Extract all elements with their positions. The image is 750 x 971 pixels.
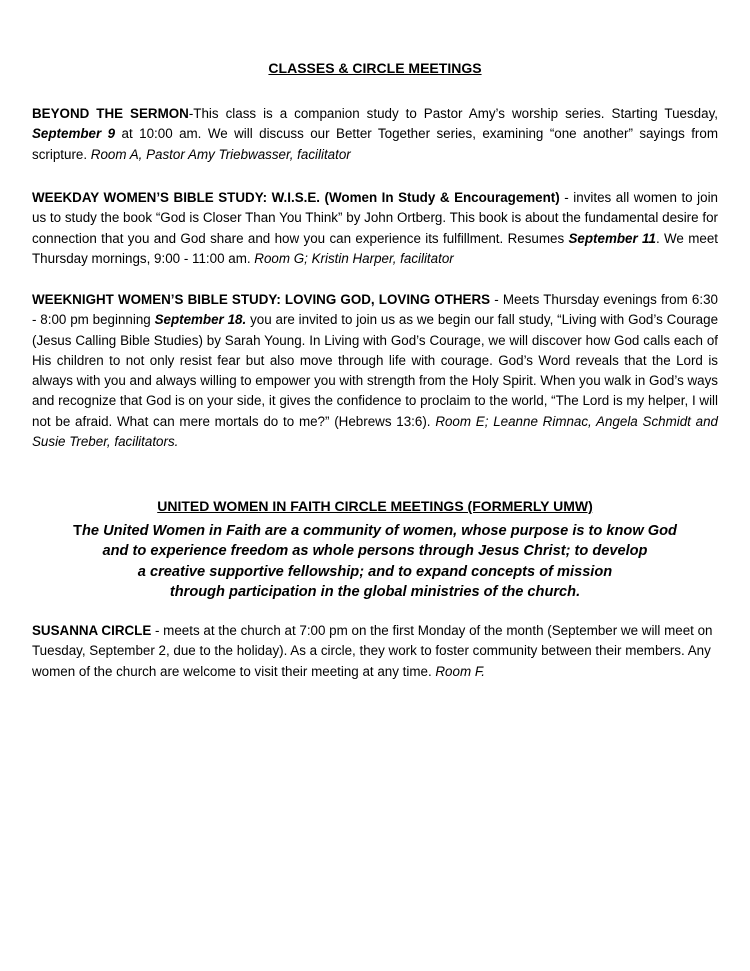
susanna-title: SUSANNA CIRCLE	[32, 623, 152, 638]
susanna-text-1: - meets at the church at 7:00 pm on the first Monday of the month (September we will meet on Tuesday, September 2, due to the holiday). As a circle, they work to foster community between their members. Any women of the church are welcome to visit their meeting at any time.	[32, 623, 713, 679]
mission-line-3: a creative supportive fellowship; and to expand concepts of mission	[137, 563, 613, 580]
uwf-mission-statement	[0, 521, 750, 602]
beyond-date: September 9	[32, 126, 116, 142]
weeknight-room: Room E; Leanne Rimnac, Angela Schmidt and Susie Treber, facilitators.	[32, 413, 718, 450]
uwf-heading: UNITED WOMEN IN FAITH CIRCLE MEETINGS (FORMERLY UMW)	[157, 498, 593, 514]
beyond-text-2: at 10:00 am. We will discuss our Better Together series, examining “one another” sayings from scripture.	[32, 126, 718, 162]
weeknight-title: WEEKNIGHT WOMEN’S BIBLE STUDY: LOVING GOD, LOVING OTHERS	[32, 292, 491, 307]
weekday-text-2: . We meet Thursday mornings, 9:00 - 11:00 am.	[32, 230, 718, 266]
weekday-date: September 11	[568, 230, 656, 246]
beyond-title: BEYOND THE SERMON	[32, 106, 189, 121]
weeknight-date: September 18.	[154, 312, 247, 328]
beyond-the-sermon-paragraph	[32, 104, 718, 165]
weekday-title: WEEKDAY WOMEN’S BIBLE STUDY: W.I.S.E. (Women In Study & Encouragement)	[32, 190, 560, 205]
mission-line-1-text: he United Women in Faith are a community of women, whose purpose is to know God	[82, 523, 677, 539]
susanna-room: Room F.	[435, 663, 486, 679]
mission-line-1	[0, 521, 750, 541]
weeknight-text-1: - Meets Thursday evenings from 6:30 - 8:00 pm beginning	[32, 292, 718, 328]
mission-first-letter: T	[73, 523, 83, 539]
mission-line-2: and to experience freedom as whole persons through Jesus Christ; to develop	[102, 543, 648, 560]
weekday-room: Room G; Kristin Harper, facilitator	[254, 250, 454, 266]
weeknight-study-paragraph	[32, 290, 718, 452]
weeknight-text-2: you are invited to join us as we begin our fall study, “Living with God’s Courage (Jesus Calling Bible Studies) by Sarah Young. In Living with God’s Courage, we will discover how God calls each of His children to not only resist fear but also move through life with courage. God’s Word reveals that the Lord is always with you and always willing to empower you with strength from the Holy Spirit. When you walk in God’s ways and recognize that God is on your side, it gives the confidence to proclaim to the world, “The Lord is my helper, I will not be afraid. What can mere mortals do to me?” (Hebrews 13:6).	[32, 312, 719, 429]
classes-heading: CLASSES & CIRCLE MEETINGS	[268, 60, 482, 76]
beyond-text-1: -This class is a companion study to Pastor Amy’s worship series. Starting Tuesday,	[188, 106, 718, 121]
weekday-text-1: - invites all women to join us to study the book “God is Closer Than You Think” by John Ortberg. This book is about the fundamental desire for connection that you and God share and how you can experience its fulfillment. Resumes	[32, 190, 719, 246]
weekday-study-paragraph	[32, 188, 718, 269]
beyond-room: Room A, Pastor Amy Triebwasser, facilitator	[90, 146, 351, 162]
mission-line-4: through participation in the global ministries of the church.	[169, 583, 581, 600]
susanna-circle-paragraph	[32, 621, 718, 682]
